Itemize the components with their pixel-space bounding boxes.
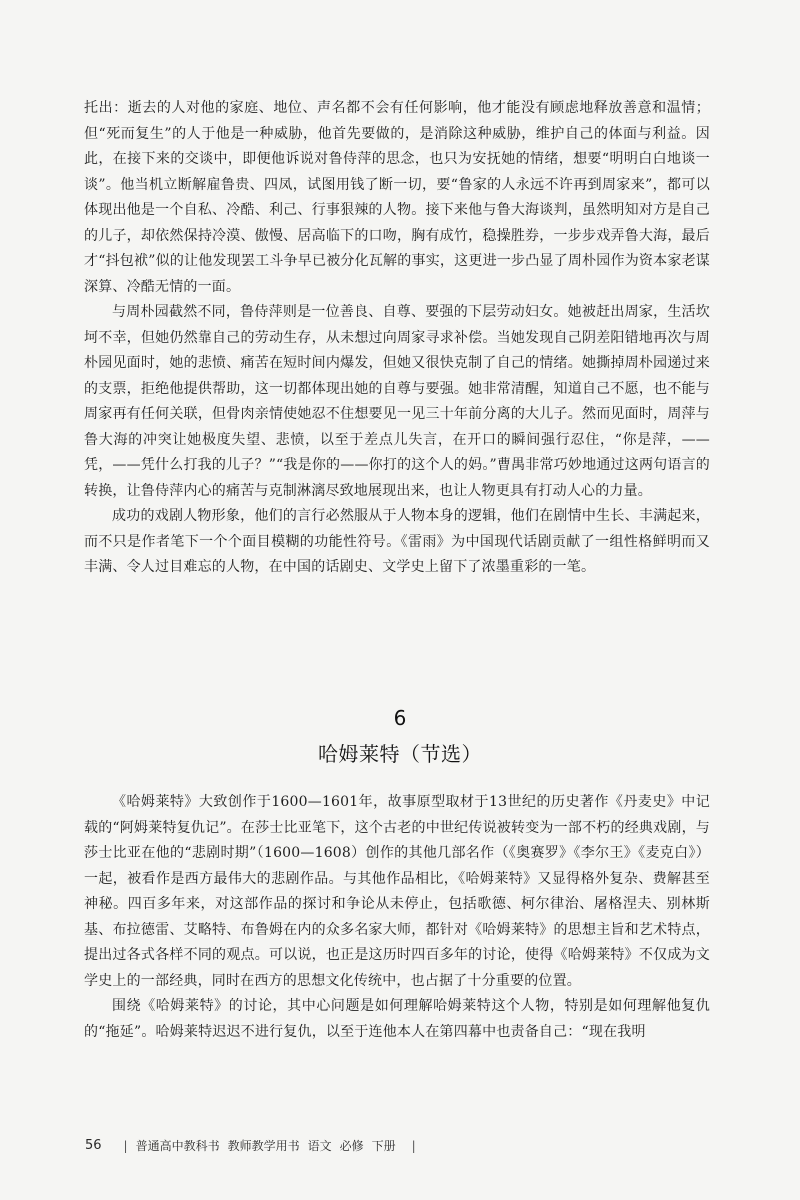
section-title: 哈姆莱特（节选） [318, 742, 482, 766]
body-text-top [84, 96, 710, 581]
body-text-bottom [84, 790, 710, 1045]
paragraph: 围绕《哈姆莱特》的讨论，其中心问题是如何理解哈姆莱特这个人物，特别是如何理解他复仇的“拖延”。哈姆莱特迟迟不进行复仇，以至于连他本人在第四幕中也责备自己：“现在我明 [84, 998, 710, 1040]
footer-course: 必修 [339, 1139, 364, 1153]
paragraph: 与周朴园截然不同，鲁侍萍则是一位善良、自尊、要强的下层劳动妇女。她被赶出周家，生活坎坷不幸，但她仍然靠自己的劳动生存，从未想过向周家寻求补偿。当她发现自己阴差阳错地再次与周朴园见面时，她的悲愤、痛苦在短时间内爆发，但她又很快克制了自己的情绪。她撕掉周朴园递过来的支票，拒绝他提供帮助，这一切都体现出她的自尊与要强。她非常清醒，知道自己不愿，也不能与周家再有任何关联，但骨肉亲情使她忍不住想要见一见三十年前分离的大儿子。然而见面时，周萍与鲁大海的冲突让她极度失望、悲愤，以至于差点儿失言，在开口的瞬间强行忍住，“你是萍，——凭，——凭什么打我的儿子？”“我是你的——你打的这个人的妈。”曹禺非常巧妙地通过这两句语言的转换，让鲁侍萍内心的痛苦与克制淋漓尽致地展现出来，也让人物更具有打动人心的力量。 [84, 304, 710, 499]
paragraph: 《哈姆莱特》大致创作于1600—1601年，故事原型取材于13世纪的历史著作《丹麦史》中记载的“阿姆莱特复仇记”。在莎士比亚笔下，这个古老的中世纪传说被转变为一部不朽的经典戏剧，与莎士比亚在他的“悲剧时期”（1600—1608）创作的其他几部名作（《奥赛罗》《李尔王》《麦克白》）一起，被看作是西方最伟大的悲剧作品。与其他作品相比，《哈姆莱特》又显得格外复杂、费解甚至神秘。四百多年来，对这部作品的探讨和争论从未停止，包括歌德、柯尔律治、屠格涅夫、别林斯基、布拉德雷、艾略特、布鲁姆在内的众多名家大师，都针对《哈姆莱特》的思想主旨和艺术特点，提出过各式各样不同的观点。可以说，也正是这历时四百多年的讨论，使得《哈姆莱特》不仅成为文学史上的一部经典，同时在西方的思想文化传统中，也占据了十分重要的位置。 [84, 794, 710, 989]
footer-book-kind: 教师教学用书 [227, 1139, 300, 1153]
section-number: 6 [393, 706, 407, 730]
paragraph: 成功的戏剧人物形象，他们的言行必然服从于人物本身的逻辑，他们在剧情中生长、丰满起来，而不只是作者笔下一个个面目模糊的功能性符号。《雷雨》为中国现代话剧贡献了一组性格鲜明而又丰满、令人过目难忘的人物，在中国的话剧史、文学史上留下了浓墨重彩的一笔。 [84, 508, 710, 575]
page-footer [85, 1137, 424, 1154]
paragraph: 托出：逝去的人对他的家庭、地位、声名都不会有任何影响，他才能没有顾虑地释放善意和温情；但“死而复生”的人于他是一种威胁，他首先要做的，是消除这种威胁，维护自己的体面与利益。因此，在接下来的交谈中，即便他诉说对鲁侍萍的思念，也只为安抚她的情绪，想要“明明白白地谈一谈”。他当机立断解雇鲁贵、四凤，试图用钱了断一切，要“鲁家的人永远不许再到周家来”，都可以体现出他是一个自私、冷酷、利己、行事狠辣的人物。接下来他与鲁大海谈判，虽然明知对方是自己的儿子，却依然保持冷漠、傲慢、居高临下的口吻，胸有成竹，稳操胜券，一步步戏弄鲁大海，最后才“抖包袱”似的让他发现罢工斗争早已被分化瓦解的事实，这更进一步凸显了周朴园作为资本家老谋深算、冷酷无情的一面。 [84, 100, 710, 295]
footer-book-type: 普通高中教科书 [135, 1139, 220, 1153]
footer-separator: | [123, 1138, 128, 1153]
footer-subject: 语文 [307, 1139, 332, 1153]
footer-separator: | [411, 1138, 416, 1153]
footer-volume: 下册 [371, 1139, 396, 1153]
page-number: 56 [85, 1138, 102, 1153]
